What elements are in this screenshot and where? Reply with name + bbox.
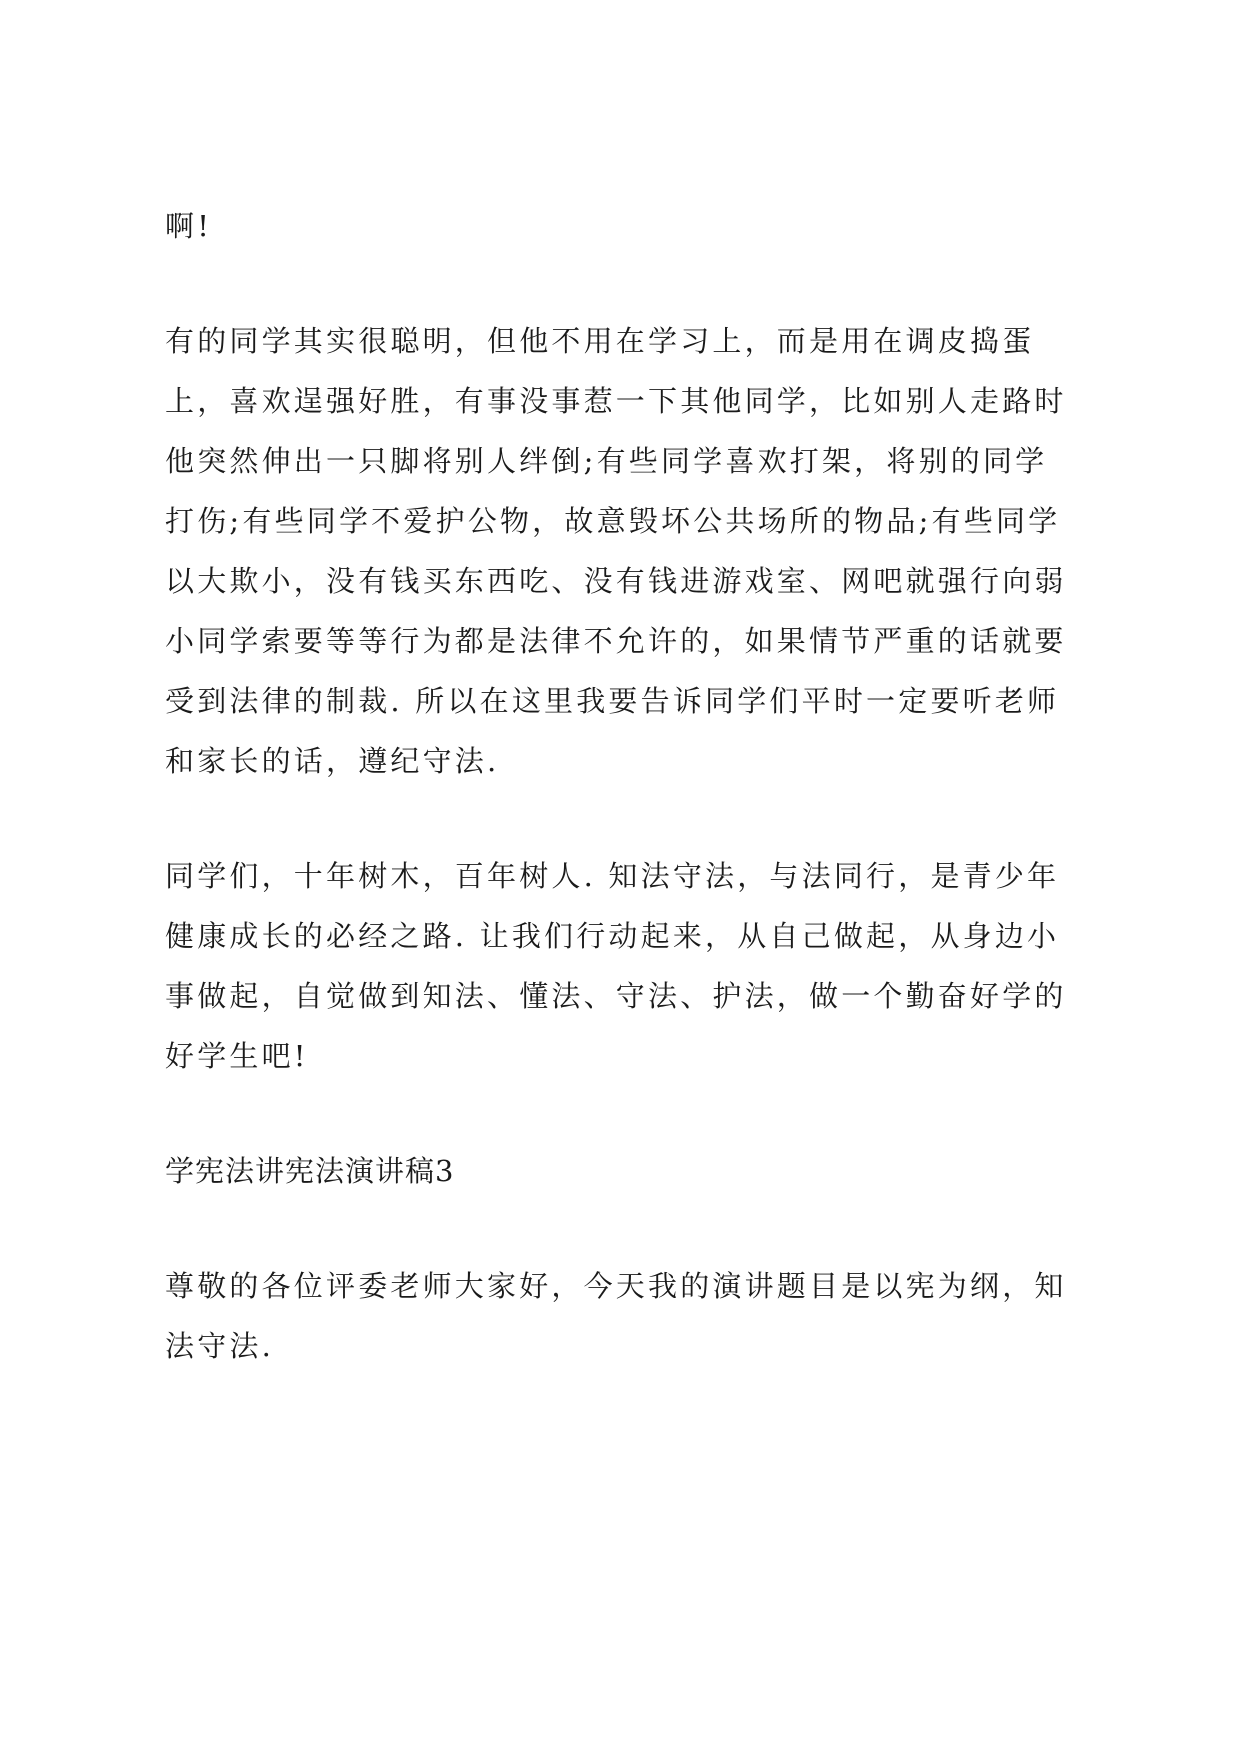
paragraph-2-line-4: 打伤;有些同学不爱护公物，故意毁坏公共场所的物品;有些同学: [165, 504, 1061, 538]
paragraph-2-line-6: 小同学索要等等行为都是法律不允许的，如果情节严重的话就要: [165, 624, 1067, 658]
paragraph-4-line-2: 法守法.: [165, 1329, 275, 1363]
paragraph-2-line-5: 以大欺小，没有钱买东西吃、没有钱进游戏室、网吧就强行向弱: [165, 564, 1067, 598]
paragraph-4-line-1: 尊敬的各位评委老师大家好，今天我的演讲题目是以宪为纲，知: [165, 1269, 1067, 1303]
paragraph-3-line-4: 好学生吧!: [165, 1039, 309, 1073]
paragraph-1-line-1: 啊!: [165, 209, 213, 243]
paragraph-3-line-1: 同学们，十年树木，百年树人. 知法守法，与法同行，是青少年: [165, 859, 1060, 893]
paragraph-2-line-3: 他突然伸出一只脚将别人绊倒;有些同学喜欢打架，将别的同学: [165, 444, 1048, 478]
paragraph-2-line-2: 上，喜欢逞强好胜，有事没事惹一下其他同学，比如别人走路时: [165, 384, 1067, 418]
paragraph-2-line-1: 有的同学其实很聪明，但他不用在学习上，而是用在调皮捣蛋: [165, 324, 1035, 358]
section-heading: 学宪法讲宪法演讲稿3: [165, 1154, 455, 1188]
paragraph-2-line-8: 和家长的话，遵纪守法.: [165, 744, 500, 778]
paragraph-2-line-7: 受到法律的制裁. 所以在这里我要告诉同学们平时一定要听老师: [165, 684, 1060, 718]
paragraph-3-line-3: 事做起，自觉做到知法、懂法、守法、护法，做一个勤奋好学的: [165, 979, 1067, 1013]
paragraph-3-line-2: 健康成长的必经之路. 让我们行动起来，从自己做起，从身边小: [165, 919, 1060, 953]
